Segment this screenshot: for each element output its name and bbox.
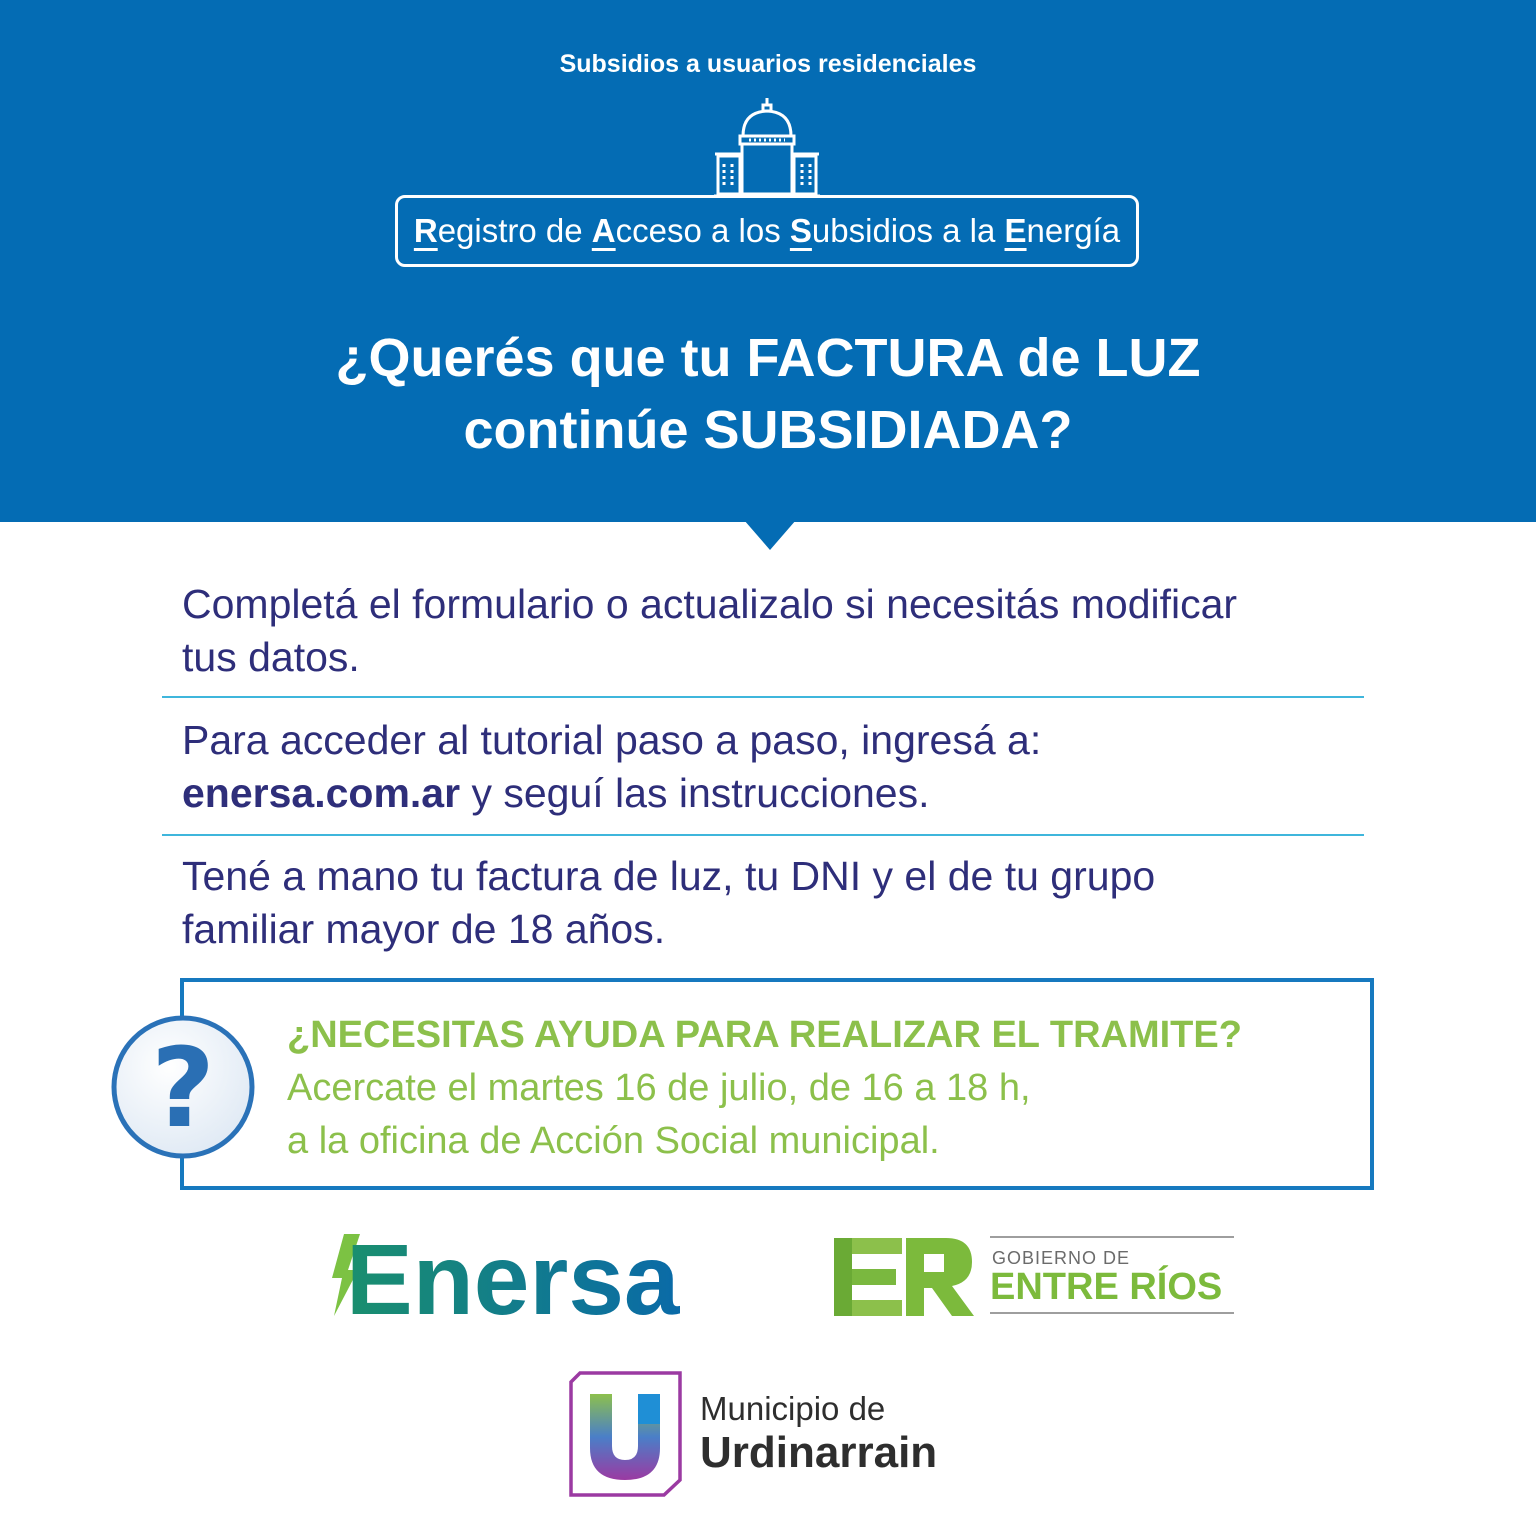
capitol-building-icon bbox=[714, 96, 820, 198]
divider-1 bbox=[162, 696, 1364, 698]
registry-word-3: ubsidios a la bbox=[811, 212, 1005, 249]
er-bottom-rule bbox=[990, 1312, 1234, 1314]
registry-cap-e: E bbox=[1004, 212, 1027, 249]
help-title: ¿NECESITAS AYUDA PARA REALIZAR EL TRAMITE? bbox=[287, 1014, 1242, 1056]
paragraph-documents bbox=[182, 850, 1372, 956]
enersa-logo-text: Enersa bbox=[346, 1224, 680, 1332]
paragraph-tutorial bbox=[182, 714, 1372, 820]
help-text bbox=[287, 1062, 1357, 1168]
urdinarrain-logo-icon bbox=[568, 1370, 683, 1498]
registry-word-1: egistro de bbox=[437, 212, 592, 249]
para1-line2: tus datos. bbox=[182, 634, 360, 680]
registry-cap-r: R bbox=[413, 212, 438, 249]
er-small-text: GOBIERNO DE bbox=[992, 1248, 1131, 1268]
registry-cap-s: S bbox=[789, 212, 812, 249]
para1-line1: Completá el formulario o actualizalo si necesitás modificar bbox=[182, 581, 1238, 627]
kicker-text: Subsidios a usuarios residenciales bbox=[559, 50, 977, 78]
question-mark-icon bbox=[110, 1014, 256, 1160]
registry-cap-a: A bbox=[591, 212, 616, 249]
para3-line1: Tené a mano tu factura de luz, tu DNI y el de tu grupo bbox=[182, 853, 1156, 899]
entre-rios-logo bbox=[834, 1230, 1238, 1326]
paragraph-form bbox=[182, 578, 1372, 684]
registry-title-box bbox=[395, 195, 1139, 267]
municipio-label: Municipio de bbox=[700, 1390, 886, 1427]
help-line1: Acercate el martes 16 de julio, de 16 a 18 h, bbox=[287, 1067, 1031, 1109]
para2-rest: y seguí las instrucciones. bbox=[460, 770, 930, 816]
main-headline bbox=[0, 322, 1536, 466]
header-pointer bbox=[744, 520, 796, 550]
enersa-link[interactable]: enersa.com.ar bbox=[182, 770, 461, 816]
urdinarrain-label: Urdinarrain bbox=[700, 1428, 938, 1477]
divider-2 bbox=[162, 834, 1364, 836]
svg-text:?: ? bbox=[151, 1024, 215, 1152]
para3-line2: familiar mayor de 18 años. bbox=[182, 906, 666, 952]
er-big-text: ENTRE RÍOS bbox=[990, 1266, 1223, 1308]
help-line2: a la oficina de Acción Social municipal. bbox=[287, 1120, 940, 1162]
para2-line2 bbox=[182, 767, 1372, 820]
er-top-rule bbox=[990, 1236, 1234, 1238]
headline-line-2: continúe SUBSIDIADA? bbox=[463, 400, 1073, 460]
er-mark-icon bbox=[834, 1238, 974, 1316]
para2-line1: Para acceder al tutorial paso a paso, ingresá a: bbox=[182, 717, 1042, 763]
registry-word-2: cceso a los bbox=[615, 212, 790, 249]
enersa-logo bbox=[330, 1222, 680, 1332]
registry-word-4: nergía bbox=[1026, 212, 1121, 249]
headline-line-1: ¿Querés que tu FACTURA de LUZ bbox=[335, 328, 1201, 388]
